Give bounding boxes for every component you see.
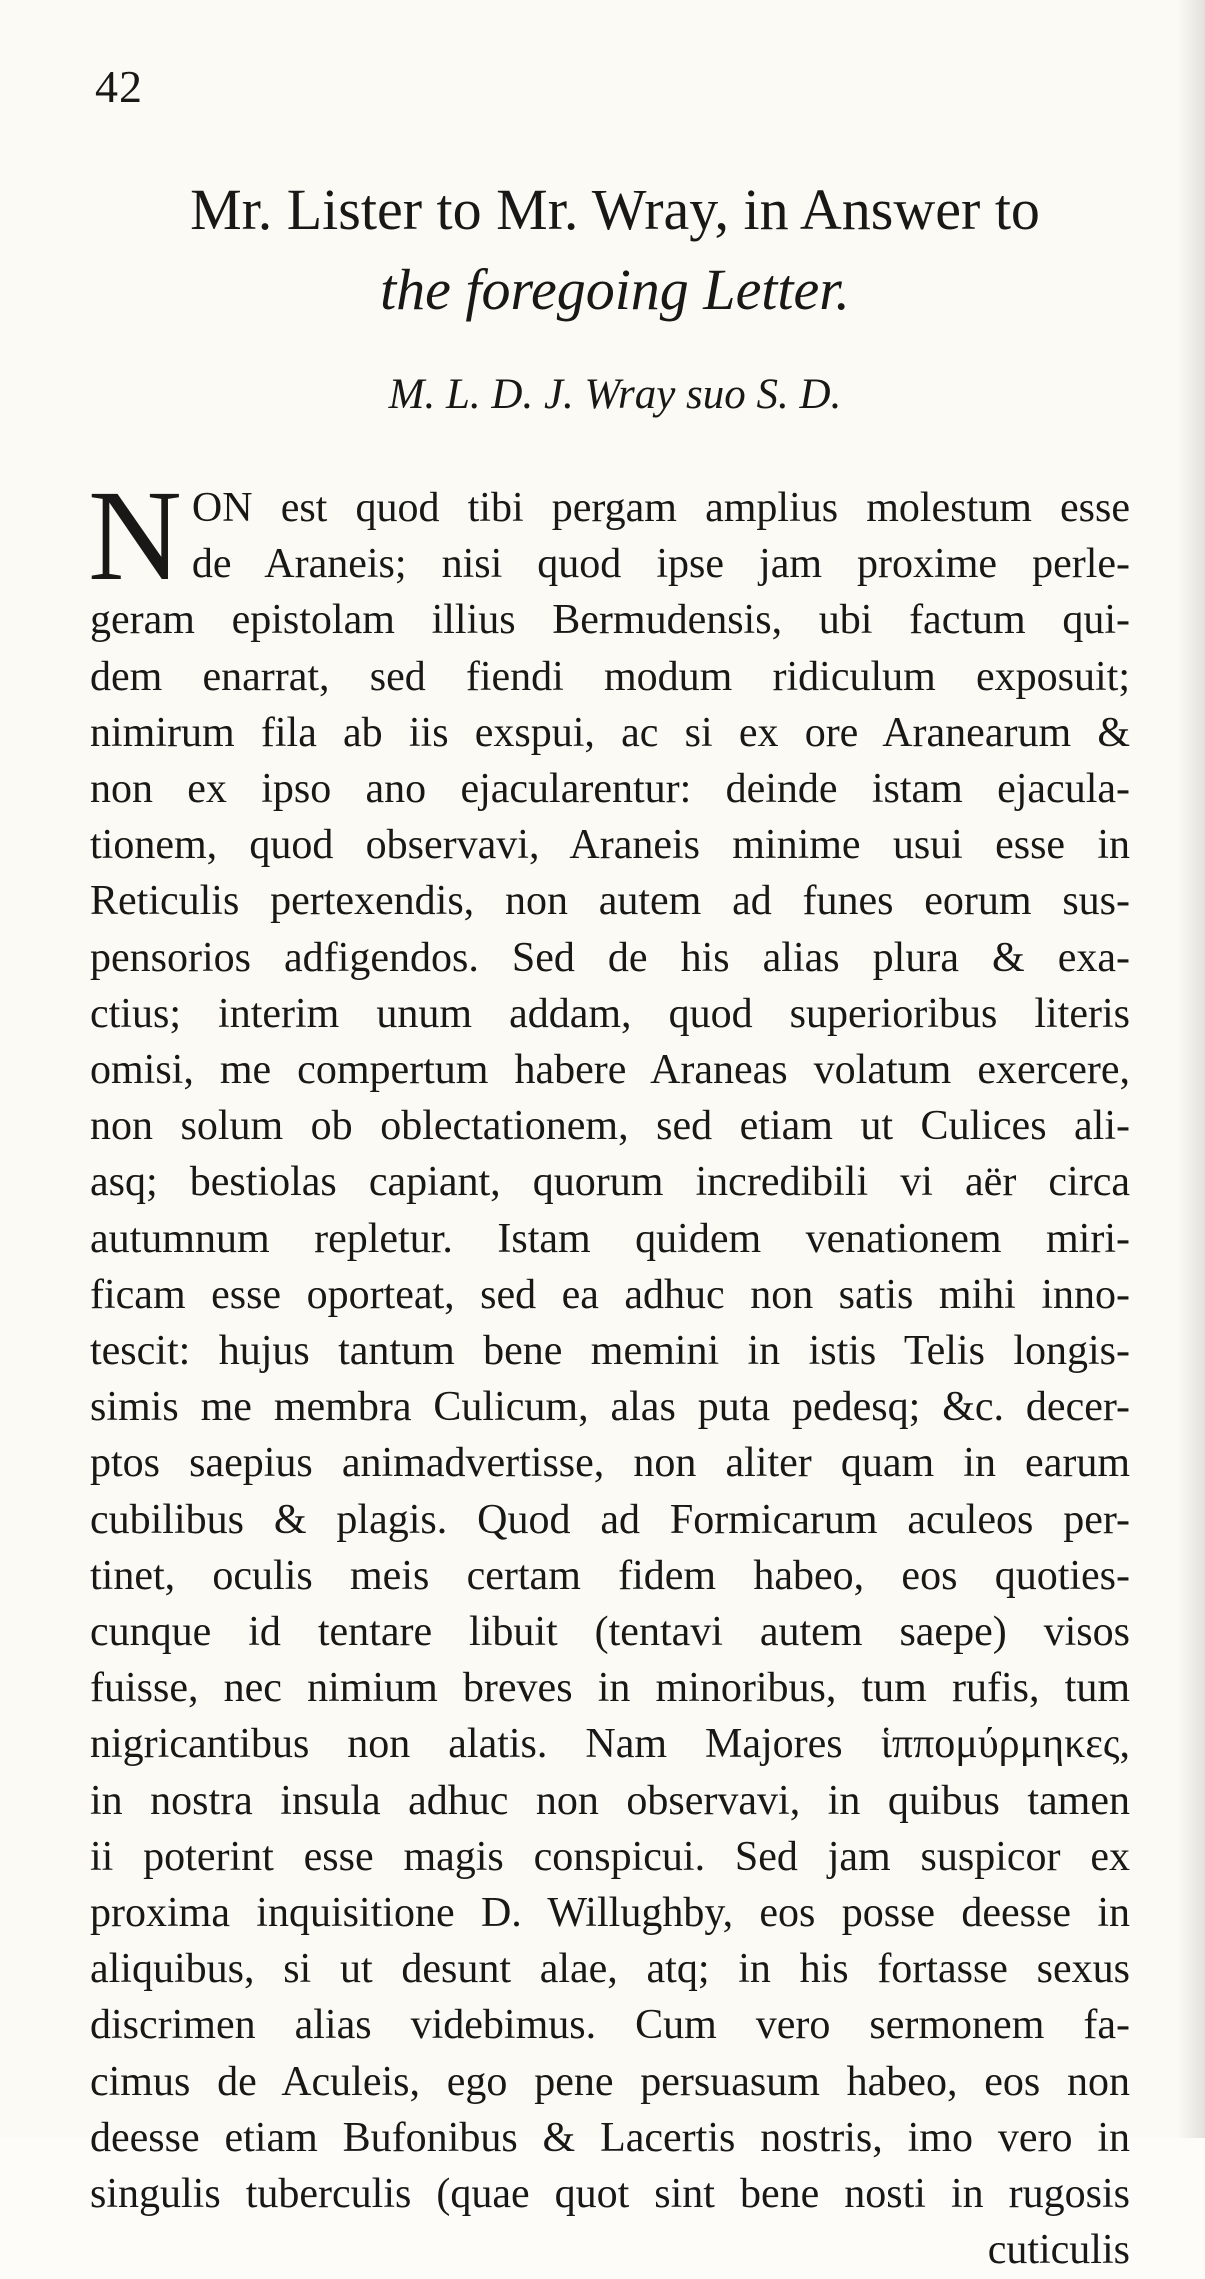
text-line: ficam esse oporteat, sed ea adhuc non satis mihi inno- [90,1271,1130,1318]
text-line: cubilibus & plagis. Quod ad Formicarum aculeos per- [90,1496,1130,1543]
text-line: ptos saepius animadvertisse, non aliter quam in earum [90,1440,1130,1487]
drop-cap: N [88,464,182,608]
text-line: tescit: hujus tantum bene memini in istis Telis longis- [90,1328,1130,1375]
text-line: pensorios adfigendos. Sed de his alias plura & exa- [90,934,1130,981]
text-line: nigricantibus non alatis. Nam Majores ἱππομύρμηκες, [90,1721,1130,1768]
text-line: autumnum repletur. Istam quidem venationem miri- [90,1215,1130,1262]
text-line: ii poterint esse magis conspicui. Sed jam suspicor ex [90,1833,1130,1880]
text-line: aliquibus, si ut desunt alae, atq; in his fortasse sexus [90,1946,1130,1993]
text-line: geram epistolam illius Bermudensis, ubi factum qui- [90,597,1130,644]
text-line: deesse etiam Bufonibus & Lacertis nostris, imo vero in [90,2114,1130,2161]
text-line: discrimen alias videbimus. Cum vero sermonem fa- [90,2002,1130,2049]
heading-line-1: Mr. Lister to Mr. Wray, in Answer to [190,177,1040,242]
text-line: dem enarrat, sed fiendi modum ridiculum exposuit; [90,653,1130,700]
text-line: asq; bestiolas capiant, quorum incredibili vi aër circa [90,1159,1130,1206]
text-line: de Araneis; nisi quod ipse jam proxime perle- [191,541,1130,588]
text-line: singulis tuberculis (quae quot sint bene nosti in rugosis [90,2171,1130,2218]
catchword: cuticulis [987,2227,1130,2274]
text-line: tionem, quod observavi, Araneis minime usui esse in [90,822,1130,869]
text-line: cunque id tentare libuit (tentavi autem saepe) visos [90,1609,1130,1656]
text-line: non solum ob oblectationem, sed etiam ut Culices ali- [90,1103,1130,1150]
text-line: nimirum fila ab iis exspui, ac si ex ore Aranearum & [90,709,1130,756]
text-line: ctius; interim unum addam, quod superioribus literis [90,990,1130,1037]
text-line: non ex ipso ano ejacularentur: deinde istam ejacula- [90,766,1130,813]
text-line: in nostra insula adhuc non observavi, in quibus tamen [90,1777,1130,1824]
text-line: cimus de Aculeis, ego pene persuasum habeo, eos non [90,2058,1130,2105]
salutation: M. L. D. J. Wray suo S. D. [388,371,842,418]
text-line: simis me membra Culicum, alas puta pedesq; &c. decer- [90,1384,1130,1431]
text-line: tinet, oculis meis certam fidem habeo, eos quoties- [90,1552,1130,1599]
page-number: 42 [95,61,143,112]
letter-heading [90,170,1140,330]
text-line: proxima inquisitione D. Willughby, eos posse deesse in [90,1890,1130,1937]
text-line: omisi, me compertum habere Araneas volatum exercere, [90,1047,1130,1094]
text-line: fuisse, nec nimium breves in minoribus, tum rufis, tum [90,1665,1130,1712]
text-line: Reticulis pertexendis, non autem ad funes eorum sus- [90,878,1130,925]
text-line: ON est quod tibi pergam amplius molestum esse [191,485,1130,531]
letter-body [88,464,1130,2279]
heading-line-2: the foregoing Letter. [380,257,850,322]
